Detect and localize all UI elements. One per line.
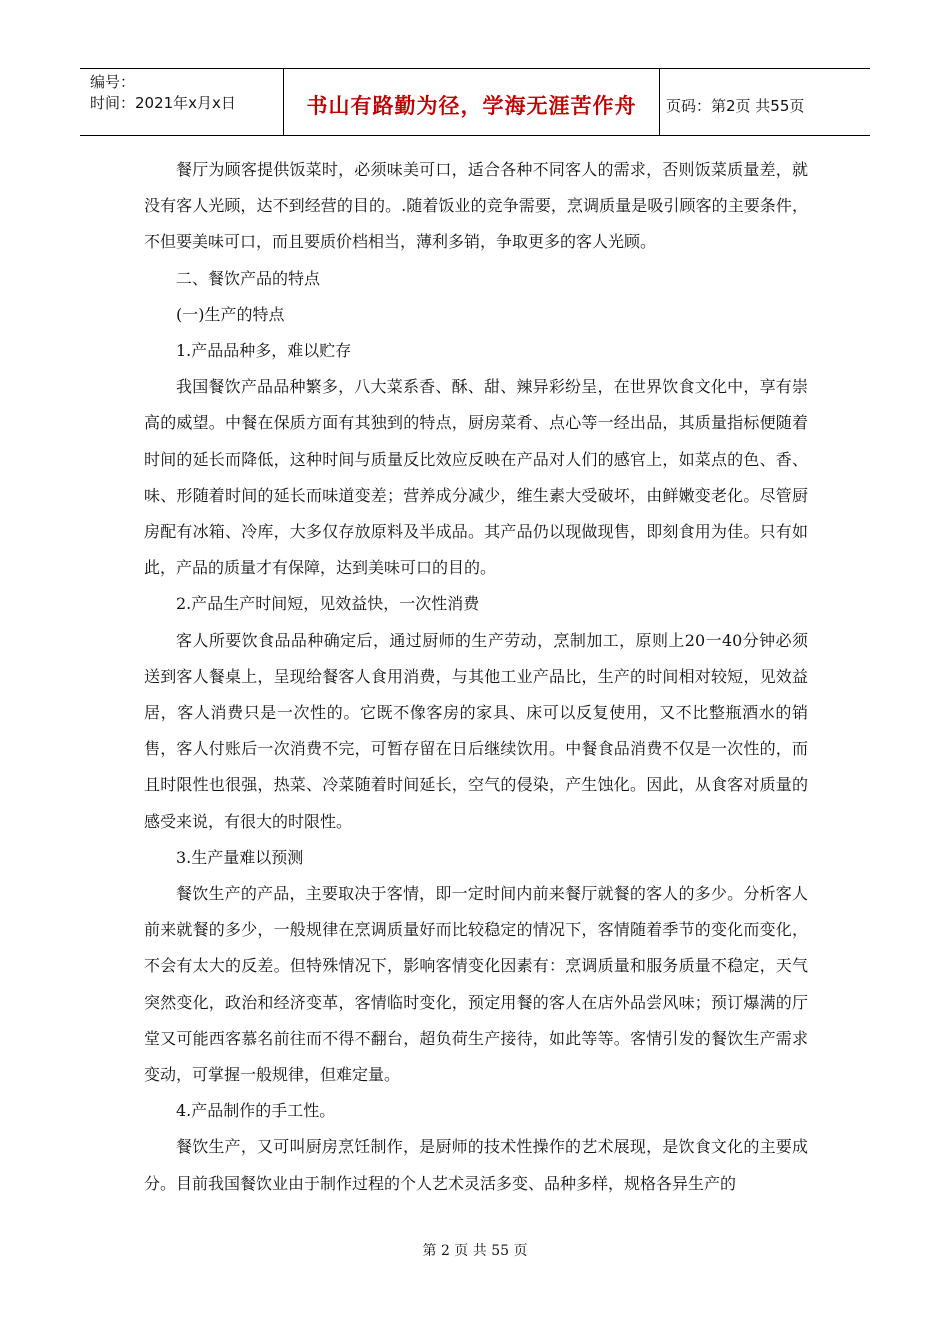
header-motto-cell (284, 69, 660, 135)
page-footer: 第 2 页 共 55 页 (422, 1243, 528, 1259)
header-table (80, 68, 870, 136)
item-heading: 4.产品制作的手工性。 (176, 1101, 336, 1121)
body-paragraph: 餐饮生产，又可叫厨房烹饪制作，是厨师的技术性操作的艺术展现，是饮食文化的主要成分。目前我国餐饮业由于制作过程的个人艺术灵活多变、品种多样，规格各异生产的 (144, 1137, 808, 1193)
header-page-cell (660, 69, 870, 135)
item-heading: 1.产品品种多，难以贮存 (176, 341, 352, 361)
item-heading: 2.产品生产时间短，见效益快，一次性消费 (176, 594, 480, 614)
body-paragraph: 客人所要饮食品品种确定后，通过厨师的生产劳动，烹制加工，原则上20一40分钟必须送到客人餐桌上，呈现给餐客人食用消费，与其他工业产品比，生产的时间相对较短，见效益居，客人消费只是一次性的。它既不像客房的家具、床可以反复使用，又不比整瓶酒水的销售，客人付账后一次消费不完，可暂存留在日后继续饮用。中餐食品消费不仅是一次性的，而且时限性也很强，热菜、冷菜随着时间延长，空气的侵染，产生蚀化。因此，从食客对质量的感受来说，有很大的时限性。 (144, 630, 808, 831)
header-motto: 书山有路勤为径，学海无涯苦作舟 (306, 94, 637, 118)
document-body (144, 152, 808, 1202)
body-paragraph: 餐厅为顾客提供饭菜时，必须味美可口，适合各种不同客人的需求，否则饭菜质量差，就没有客人光顾，达不到经营的目的。.随着饭业的竞争需要，烹调质量是吸引顾客的主要条件，不但要美味可口，而且要质价档相当，薄利多销，争取更多的客人光顾。 (144, 160, 808, 252)
header-page-info: 页码：第2页 共55页 (666, 96, 805, 115)
document-date: 时间：2021年x月x日 (90, 94, 236, 112)
section-heading: 二、餐饮产品的特点 (176, 268, 321, 288)
header-meta-cell (80, 69, 284, 135)
item-heading: 3.生产量难以预测 (176, 847, 304, 867)
body-paragraph: 餐饮生产的产品，主要取决于客情，即一定时间内前来餐厅就餐的客人的多少。分析客人前来就餐的多少，一般规律在烹调质量好而比较稳定的情况下，客情随着季节的变化而变化，不会有太大的反差。但特殊情况下，影响客情变化因素有：烹调质量和服务质量不稳定，天气突然变化，政治和经济变革，客情临时变化，预定用餐的客人在店外品尝风味；预订爆满的厅堂又可能西客慕名前往而不得不翻台，超负荷生产接待，如此等等。客情引发的餐饮生产需求变动，可掌握一般规律，但难定量。 (144, 884, 808, 1085)
subsection-heading: (一)生产的特点 (176, 304, 285, 324)
body-paragraph: 我国餐饮产品品种繁多，八大菜系香、酥、甜、辣异彩纷呈，在世界饮食文化中，享有崇高的威望。中餐在保质方面有其独到的特点，厨房菜肴、点心等一经出品，其质量指标便随着时间的延长而降低，这种时间与质量反比效应反映在产品对人们的感官上，如菜点的色、香、味、形随着时间的延长而味道变差；营养成分减少，维生素大受破坏，由鲜嫩变老化。尽管厨房配有冰箱、冷库，大多仅存放原料及半成品。其产品仍以现做现售，即刻食用为佳。只有如此，产品的质量才有保障，达到美味可口的目的。 (144, 377, 808, 578)
document-number-label: 编号： (90, 73, 136, 91)
